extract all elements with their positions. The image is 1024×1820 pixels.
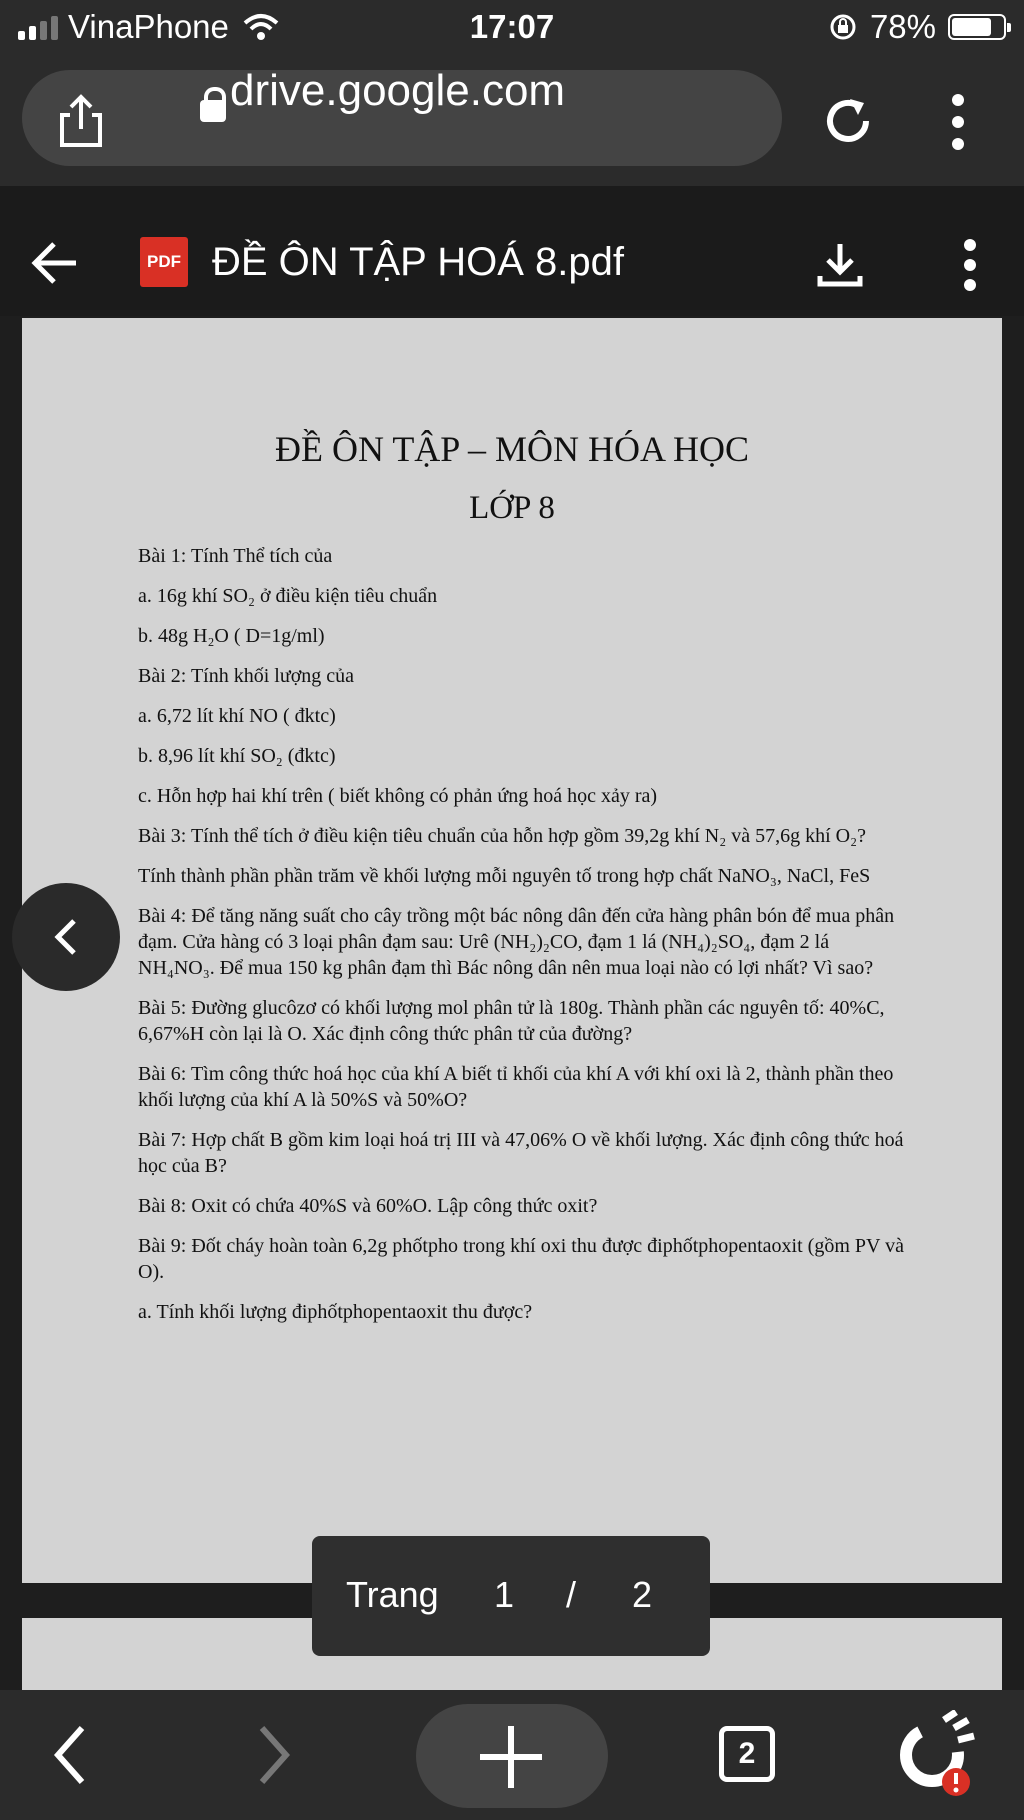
document-body bbox=[138, 543, 908, 1339]
doc-line: Bài 6: Tìm công thức hoá học của khí A biết tỉ khối của khí A với khí oxi là 2, thành phần theo khối lượng của khí A là 50%S và 50%O? bbox=[138, 1063, 894, 1111]
previous-page-button[interactable] bbox=[12, 883, 120, 991]
back-arrow-icon[interactable] bbox=[30, 240, 80, 286]
nav-forward-icon[interactable] bbox=[254, 1724, 294, 1786]
status-bar bbox=[0, 0, 1024, 58]
doc-line: a. Tính khối lượng điphốtphopentaoxit thu được? bbox=[138, 1301, 533, 1323]
status-right bbox=[828, 8, 1006, 46]
current-page: 1 bbox=[494, 1574, 515, 1615]
nav-back-icon[interactable] bbox=[50, 1724, 90, 1786]
file-title: ĐỀ ÔN TẬP HOÁ 8.pdf bbox=[212, 240, 625, 284]
doc-line: Bài 8: Oxit có chứa 40%S và 60%O. Lập công thức oxit? bbox=[138, 1195, 598, 1217]
doc-line: a. 6,72 lít khí NO ( đktc) bbox=[138, 705, 336, 727]
bottom-toolbar bbox=[0, 1690, 1024, 1820]
doc-line: Bài 3: Tính thể tích ở điều kiện tiêu chuẩn của hỗn hợp gồm 39,2g khí N₂ và 57,6g khí O₂? bbox=[138, 825, 866, 847]
page-label: Trang bbox=[346, 1574, 439, 1615]
doc-line: Bài 4: Để tăng năng suất cho cây trồng một bác nông dân đến cửa hàng phân bón để mua phân đạm. Cửa hàng có 3 loại phân đạm sau: Urê (NH₂)₂CO, đạm 1 lá (NH₄)₂SO₄, đạm 2 lá NH₄NO₃. Để mua 150 kg phân đạm thì Bác nông dân nên mua loại nào có lợi nhất? Vì sao? bbox=[138, 905, 895, 979]
page-separator: / bbox=[566, 1574, 577, 1615]
tab-switcher-button[interactable]: 2 bbox=[719, 1726, 775, 1782]
doc-line: Bài 9: Đốt cháy hoàn toàn 6,2g phốtpho trong khí oxi thu được điphốtphopentaoxit (gồm PV và O). bbox=[138, 1235, 904, 1283]
ad-blocker-icon[interactable] bbox=[892, 1710, 980, 1800]
share-icon[interactable] bbox=[56, 93, 106, 149]
reload-icon[interactable] bbox=[820, 93, 876, 149]
orientation-lock-icon bbox=[828, 12, 858, 42]
doc-line: Bài 2: Tính khối lượng của bbox=[138, 665, 355, 687]
doc-line: b. 48g H₂O ( D=1g/ml) bbox=[138, 625, 325, 647]
viewer-menu-icon[interactable] bbox=[958, 238, 982, 292]
battery-percent: 78% bbox=[869, 8, 936, 45]
doc-line: Tính thành phần phần trăm về khối lượng mỗi nguyên tố trong hợp chất NaNO₃, NaCl, FeS bbox=[138, 865, 871, 887]
doc-line: Bài 1: Tính Thể tích của bbox=[138, 545, 333, 567]
doc-line: Bài 5: Đường glucôzơ có khối lượng mol phân tử là 180g. Thành phần các nguyên tố: 40%C, 6,67%H còn lại là O. Xác định công thức phân tử của đường? bbox=[138, 997, 885, 1045]
new-tab-button[interactable] bbox=[416, 1704, 608, 1808]
page-indicator bbox=[312, 1536, 710, 1656]
browser-menu-icon[interactable] bbox=[946, 92, 970, 152]
clock: 17:07 bbox=[469, 8, 555, 45]
document-subtitle: LỚP 8 bbox=[469, 490, 555, 526]
pdf-file-icon: PDF bbox=[140, 237, 188, 287]
download-icon[interactable] bbox=[816, 240, 864, 288]
doc-line: a. 16g khí SO₂ ở điều kiện tiêu chuẩn bbox=[138, 585, 438, 607]
carrier-name: VinaPhone bbox=[68, 8, 229, 45]
doc-line: b. 8,96 lít khí SO₂ (đktc) bbox=[138, 745, 336, 767]
total-pages: 2 bbox=[632, 1574, 653, 1615]
doc-line: c. Hỗn hợp hai khí trên ( biết không có phản ứng hoá học xảy ra) bbox=[138, 785, 658, 807]
plus-icon bbox=[476, 1722, 546, 1792]
battery-icon bbox=[948, 14, 1006, 40]
url-text[interactable]: drive.google.com bbox=[230, 66, 566, 115]
chevron-left-icon bbox=[52, 917, 80, 957]
doc-line: Bài 7: Hợp chất B gồm kim loại hoá trị III và 47,06% O về khối lượng. Xác định công thức hoá học của B? bbox=[138, 1129, 904, 1177]
document-title: ĐỀ ÔN TẬP – MÔN HÓA HỌC bbox=[274, 429, 750, 469]
lock-icon bbox=[200, 100, 226, 122]
